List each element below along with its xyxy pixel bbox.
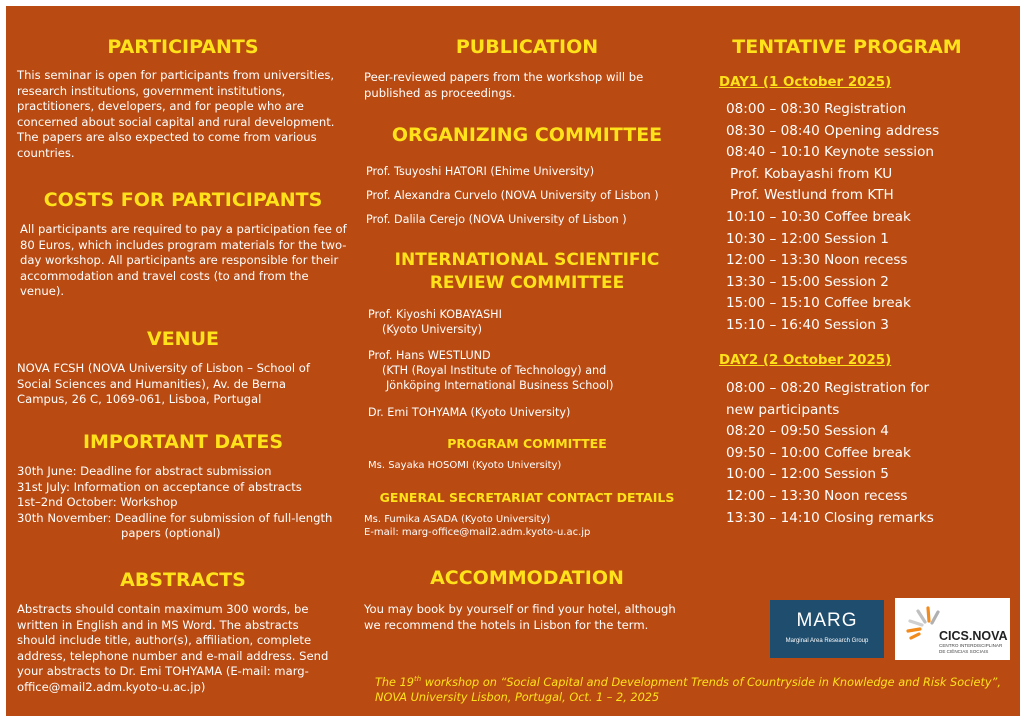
brochure-panel <box>6 6 1020 716</box>
schedule-item: 12:00 – 13:30 Noon recess <box>726 487 908 504</box>
cics-logo-name: CICS.NOVA <box>939 629 1008 643</box>
review-member-name: Prof. Kiyoshi KOBAYASHI <box>368 308 502 321</box>
publication-heading: PUBLICATION <box>455 36 599 58</box>
schedule-item: 10:30 – 12:00 Session 1 <box>726 230 889 247</box>
abstracts-heading: ABSTRACTS <box>120 569 246 591</box>
cics-bars-icon <box>903 606 943 642</box>
review-heading <box>362 249 692 295</box>
participants-text: This seminar is open for participants from universities, research institutions, government institutions, practitioners, developers, and for people who are concerned about social capital and rural development. The papers are also expected to come from various countries. <box>17 68 335 160</box>
venue-heading: VENUE <box>147 328 219 350</box>
secretariat-name: Ms. Fumika ASADA (Kyoto University) <box>364 514 551 525</box>
review-member-1 <box>368 307 688 337</box>
schedule-item: 10:00 – 12:00 Session 5 <box>726 466 889 483</box>
schedule-item: 12:00 – 13:30 Noon recess <box>726 252 908 269</box>
review-member-affiliation: Jönköping International Business School) <box>386 379 614 392</box>
cics-subtitle-line1: CENTRO INTERDISCIPLINAR <box>939 643 1003 648</box>
review-member-affiliation: (KTH (Royal Institute of Technology) and <box>382 364 607 377</box>
publication-text: Peer-reviewed papers from the workshop will be published as proceedings. <box>364 70 644 100</box>
date-item: 1st–2nd October: Workshop <box>17 495 178 509</box>
costs-heading: COSTS FOR PARTICIPANTS <box>43 189 323 211</box>
schedule-item: 08:30 – 08:40 Opening address <box>726 122 940 139</box>
schedule-item: 09:50 – 10:00 Coffee break <box>726 444 911 461</box>
cics-logo-subtitle <box>939 643 1002 654</box>
abstracts-text: Abstracts should contain maximum 300 words, be written in English and in MS Word. The abstracts should include title, author(s), affiliation, complete address, telephone number and e-mail address. Send your abstracts to Dr. Emi TOHYAMA (E-mail: marg-office@mail2.adm.kyoto-u.ac.jp) <box>17 602 329 694</box>
footer-prefix: The 19 <box>375 675 414 689</box>
accommodation-text: You may book by yourself or find your hotel, although we recommend the hotels in Lisbon for the term. <box>364 602 676 632</box>
footer-text: workshop on “Social Capital and Development Trends of Countryside in Knowledge and Risk Society”, NOVA University Lisbon, Portugal, Oct. 1 – 2, 2025 <box>375 675 1001 704</box>
schedule-item: 15:00 – 15:10 Coffee break <box>726 295 911 312</box>
review-member-affiliation: (Kyoto University) <box>382 323 482 336</box>
date-item: 31st July: Information on acceptance of abstracts <box>17 479 302 494</box>
footer-superscript: th <box>413 675 422 683</box>
important-dates-heading: IMPORTANT DATES <box>82 431 284 453</box>
schedule-item: 08:20 – 09:50 Session 4 <box>726 423 889 440</box>
cics-subtitle-line2: DE CIÊNCIAS SOCIAIS <box>939 648 989 654</box>
important-dates-list <box>17 464 347 542</box>
day1-schedule <box>726 99 1006 337</box>
venue-text: NOVA FCSH (NOVA University of Lisbon – School of Social Sciences and Humanities), Av. de Berna Campus, 26 C, 1069-061, Lisboa, Portugal <box>17 361 310 406</box>
schedule-item: 08:40 – 10:10 Keynote session <box>726 144 935 161</box>
review-member-name: Prof. Hans WESTLUND <box>368 349 491 362</box>
workshop-footer <box>375 672 1005 705</box>
costs-text: All participants are required to pay a participation fee of 80 Euros, which includes program materials for the two-day workshop. All participants are responsible for their accommodation and travel costs (to and from the venue). <box>20 222 347 298</box>
review-heading-line2: REVIEW COMMITTEE <box>429 273 625 293</box>
review-heading-line1: INTERNATIONAL SCIENTIFIC <box>394 250 660 270</box>
program-heading: TENTATIVE PROGRAM <box>732 36 962 58</box>
schedule-item: 13:30 – 15:00 Session 2 <box>726 273 889 290</box>
organizing-member: Prof. Dalila Cerejo (NOVA University of Lisbon ) <box>366 213 627 226</box>
marg-logo-subtitle: Marginal Area Research Group <box>785 638 869 644</box>
schedule-item: 08:00 – 08:20 Registration for new participants <box>726 380 930 418</box>
review-member-3: Dr. Emi TOHYAMA (Kyoto University) <box>368 406 571 419</box>
schedule-item: 13:30 – 14:10 Closing remarks <box>726 509 934 526</box>
secretariat-heading: GENERAL SECRETARIAT CONTACT DETAILS <box>379 490 675 505</box>
marg-logo-name: MARG <box>796 610 858 631</box>
organizing-member: Prof. Alexandra Curvelo (NOVA University of Lisbon ) <box>366 189 659 202</box>
schedule-item: Prof. Kobayashi from KU <box>730 165 893 182</box>
day1-title: DAY1 (1 October 2025) <box>719 75 892 90</box>
day2-title: DAY2 (2 October 2025) <box>719 353 892 368</box>
program-committee-heading: PROGRAM COMMITTEE <box>447 436 607 451</box>
cics-nova-logo <box>895 598 1010 660</box>
schedule-item: 15:10 – 16:40 Session 3 <box>726 316 889 333</box>
participants-heading: PARTICIPANTS <box>107 36 259 58</box>
marg-logo <box>770 600 884 658</box>
secretariat-email: E-mail: marg-office@mail2.adm.kyoto-u.ac.jp <box>364 527 591 538</box>
schedule-item: Prof. Westlund from KTH <box>730 187 894 204</box>
organizing-heading: ORGANIZING COMMITTEE <box>391 124 663 146</box>
program-committee-member: Ms. Sayaka HOSOMI (Kyoto University) <box>368 460 562 471</box>
schedule-item: 10:10 – 10:30 Coffee break <box>726 208 911 225</box>
accommodation-heading: ACCOMMODATION <box>430 567 624 589</box>
date-item: 30th November: Deadline for submission of full-length papers (optional) <box>17 510 333 540</box>
organizing-member: Prof. Tsuyoshi HATORI (Ehime University) <box>366 165 595 178</box>
date-item: 30th June: Deadline for abstract submission <box>17 464 272 478</box>
schedule-item: 08:00 – 08:30 Registration <box>726 101 907 117</box>
review-member-2 <box>368 348 688 393</box>
day2-schedule <box>726 378 951 529</box>
